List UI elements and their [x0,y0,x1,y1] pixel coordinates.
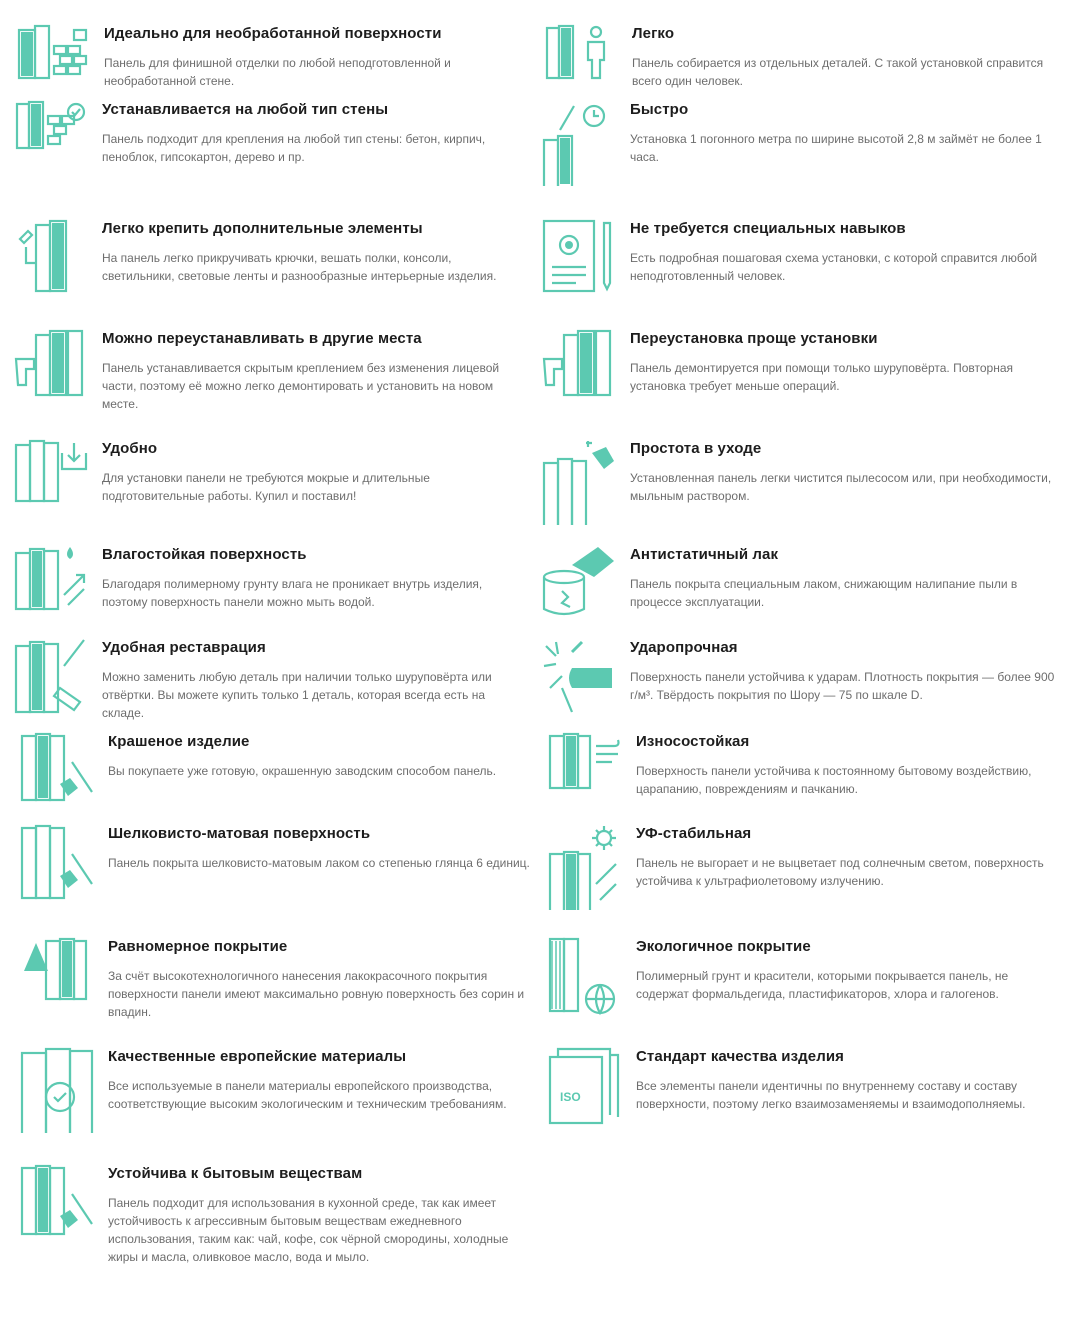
feature-title: УФ-стабильная [636,825,752,842]
instruction-gear-pencil-icon [542,219,618,305]
feature-title: Шелковисто-матовая поверхность [108,825,371,842]
feature-description: Поверхность панели устойчива к ударам. Плотность покрытия — более 900 г/м³. Твёрдость покрытия по Шору — 75 по шкале D. [630,670,1055,702]
feature-description: Можно заменить любую деталь при наличии только шуруповёрта или отвёртки. Вы можете купить только 1 деталь, которая всегда есть на складе. [102,670,492,720]
panel-sun-icon [548,824,624,910]
feature-title: Удобная реставрация [102,639,266,656]
feature-title: Простота в уходе [630,440,762,457]
feature-description: Панель собирается из отдельных деталей. С такой установкой справится всего один человек. [632,56,1044,88]
feature-description: Панель покрыта шелковисто-матовым лаком со степенью глянца 6 единиц. [108,856,530,870]
panel-globe-icon [548,937,624,1023]
panel-screwdriver-clock-icon [542,100,618,186]
panel-screwdriver-icon [14,638,90,724]
feature-description: Для установки панели не требуются мокрые и длительные подготовительные работы. Купил и поставил! [102,471,430,503]
feature-description: Панель для финишной отделки по любой неподготовленной и необработанной стене. [104,56,451,88]
feature-description: Панель подходит для крепления на любой тип стены: бетон, кирпич, пеноблок, гипсокартон, дерево и пр. [102,132,486,164]
feature-title: Устойчива к бытовым веществам [108,1165,363,1182]
feature-description: Панель подходит для использования в кухонной среде, так как имеет устойчивость к агрессивным бытовым веществам ежедневного использования, таким как: чай, кофе, сок чёрной смородины, холодные жиры и масла, оливковое масло, вода и мыло. [108,1196,509,1264]
panel-quality-badge-icon [20,1047,96,1133]
panel-paintbrush-icon [20,1164,96,1250]
fist-impact-icon [542,638,618,724]
feature-title: Можно переустанавливать в другие места [102,330,422,347]
panel-warning-icon [20,937,96,1023]
feature-description: На панель легко прикручивать крючки, вешать полки, консоли, светильники, световые ленты и разнообразные интерьерные изделия. [102,251,497,283]
feature-title: Ударопрочная [630,639,738,656]
feature-title: Крашеное изделие [108,733,250,750]
feature-description: Панель демонтируется при помощи только шуруповёрта. Повторная установка требует меньше операций. [630,361,1014,393]
wall-panel-bricks-icon [16,24,92,110]
panel-wind-icon [548,732,624,818]
feature-title: Антистатичный лак [630,546,779,563]
feature-description: Панель покрыта специальным лаком, снижающим налипание пыли в процессе эксплуатации. [630,577,1018,609]
feature-description: За счёт высокотехнологичного нанесения лакокрасочного покрытия поверхности панели имеют максимально ровную поверхность без сорин и впадин. [108,969,525,1019]
feature-description: Поверхность панели устойчива к постоянному бытовому воздействию, царапанию, повреждениям и пачканию. [636,764,1032,796]
iso-document-icon [548,1047,624,1133]
feature-description: Есть подробная пошаговая схема установки, с которой справится любой неподготовленный человек. [630,251,1038,283]
panel-paintbrush-icon [20,824,96,910]
panel-drill-icon [542,329,618,415]
panel-download-icon [14,439,90,525]
panel-water-drop-icon [14,545,90,631]
feature-description: Полимерный грунт и красители, которыми покрывается панель, не содержат формальдегида, пластификаторов, хлора и галогенов. [636,969,1009,1001]
feature-title: Экологичное покрытие [636,938,811,955]
panel-drill-icon [14,329,90,415]
feature-description: Панель не выгорает и не выцветает под солнечным светом, поверхность устойчива к ультрафиолетовому излучению. [636,856,1044,888]
feature-description: Установленная панель легки чистится пылесосом или, при необходимости, мыльным раствором. [630,471,1052,503]
feature-title: Стандарт качества изделия [636,1048,845,1065]
feature-title: Легко [632,25,675,42]
panel-person-icon [544,24,620,110]
feature-description: Благодаря полимерному грунту влага не проникает внутрь изделия, поэтому поверхность панели можно мыть водой. [102,577,483,609]
feature-title: Не требуется специальных навыков [630,220,906,237]
feature-title: Удобно [102,440,158,457]
feature-description: Все используемые в панели материалы европейского производства, соответствующие высоким экологическим и техническим требованиям. [108,1079,507,1111]
feature-description: Все элементы панели идентичны по внутреннему составу и составу поверхности, поэтому легко взаимозаменяемы и взаимодополняемы. [636,1079,1026,1111]
feature-title: Равномерное покрытие [108,938,288,955]
panel-hand-clean-icon [542,439,618,525]
feature-title: Качественные европейские материалы [108,1048,407,1065]
feature-title: Износостойкая [636,733,750,750]
feature-description: Панель устанавливается скрытым креплением без изменения лицевой части, поэтому её можно легко демонтировать и установить на новом месте. [102,361,500,411]
feature-title: Быстро [630,101,689,118]
feature-description: Вы покупаете уже готовую, окрашенную заводским способом панель. [108,764,497,778]
svg-text:ISO: ISO [560,1090,581,1104]
panel-paintbrush-icon [20,732,96,818]
panel-lamp-icon [14,219,90,305]
feature-title: Устанавливается на любой тип стены [102,101,389,118]
feature-title: Легко крепить дополнительные элементы [102,220,423,237]
panel-wall-check-icon [14,100,90,186]
feature-title: Переустановка проще установки [630,330,878,347]
feature-description: Установка 1 погонного метра по ширине высотой 2,8 м займёт не более 1 часа. [630,132,1042,164]
feature-title: Влагостойкая поверхность [102,546,307,563]
feature-title: Идеально для необработанной поверхности [104,25,442,42]
paint-bucket-brush-icon [542,545,618,631]
